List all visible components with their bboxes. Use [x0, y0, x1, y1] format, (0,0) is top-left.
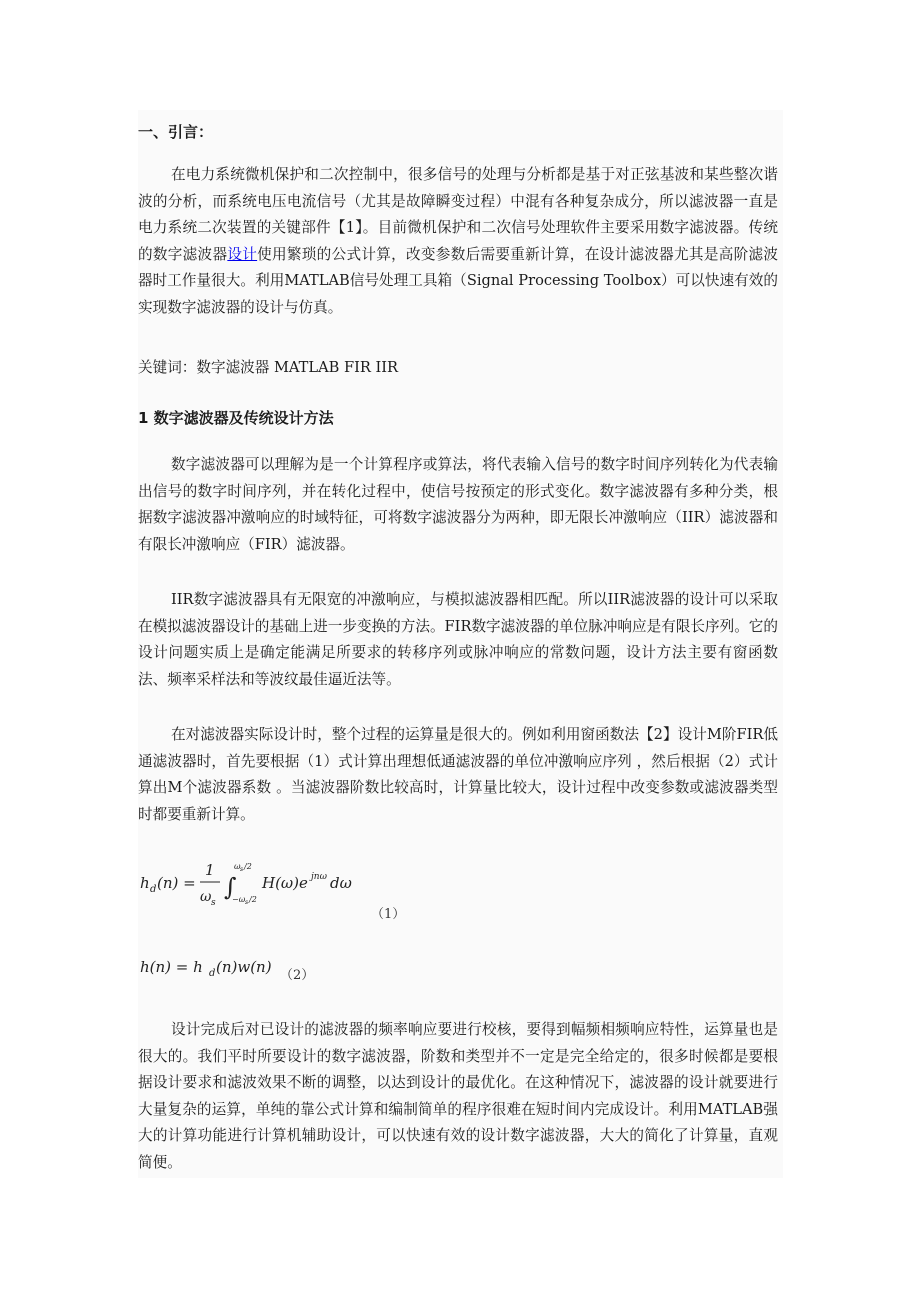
- svg-text:ω: ω: [234, 862, 241, 871]
- svg-text:dω: dω: [330, 874, 352, 892]
- matlab-advantage-paragraph: 设计完成后对已设计的滤波器的频率响应要进行校核，要得到幅频相频响应特性，运算量也是很大的。我们平时所要设计的数字滤波器，阶数和类型并不一定是完全给定的，很多时候都是要根据设计要求和滤波效果不断的调整，以达到设计的最优化。在这种情况下，滤波器的设计就要进行大量复杂的运算，单纯的靠公式计算和编制简单的程序很难在短时间内完成设计。利用MATLAB强大的计算功能进行计算机辅助设计，可以快速有效的设计数字滤波器，大大的简化了计算量，直观简便。: [138, 1021, 778, 1171]
- equation-1-graphic: [138, 855, 398, 911]
- section-heading-digital-filters: 1 数字滤波器及传统设计方法: [138, 409, 334, 427]
- keywords-line: 关键词：数字滤波器 MATLAB FIR IIR: [138, 359, 399, 376]
- section-heading-introduction: 一、引言：: [138, 123, 214, 141]
- svg-text:ω: ω: [200, 889, 212, 905]
- svg-text:/2: /2: [244, 862, 252, 871]
- intro-text-b: 使用繁琐的公式计算，改变参数后需要重新计算，在设计滤波器尤其是高阶滤波器时工作量很大。利用MATLAB信号处理工具箱（Signal Processing Toolbox）可以快速有效的实现数字滤波器的设计与仿真。: [138, 245, 778, 316]
- equation-2-graphic: [138, 950, 278, 984]
- svg-text:s: s: [211, 898, 216, 908]
- design-link[interactable]: 设计: [227, 245, 258, 263]
- svg-text:(n) =: (n) =: [157, 874, 196, 892]
- svg-text:h: h: [140, 874, 150, 892]
- svg-text:H(ω)e: H(ω)e: [262, 874, 308, 892]
- svg-text:d: d: [150, 884, 157, 895]
- svg-text:s: s: [245, 899, 249, 906]
- svg-text:1: 1: [205, 861, 215, 879]
- svg-text:/2: /2: [249, 895, 257, 904]
- intro-paragraph: [138, 162, 778, 321]
- equation-2: [138, 950, 438, 990]
- svg-text:d: d: [209, 968, 216, 979]
- filter-definition-paragraph: 数字滤波器可以理解为是一个计算程序或算法，将代表输入信号的数字时间序列转化为代表输出信号的数字时间序列，并在转化过程中，使信号按预定的形式变化。数字滤波器有多种分类，根据数字滤波器冲激响应的时域特征，可将数字滤波器分为两种，即无限长冲激响应（IIR）滤波器和有限长冲激响应（FIR）滤波器。: [138, 456, 778, 553]
- svg-text:−ω: −ω: [232, 895, 246, 904]
- svg-text:(n)w(n): (n)w(n): [216, 958, 272, 976]
- svg-text:s: s: [240, 866, 244, 873]
- document-page: [138, 110, 783, 1178]
- equation-1: [138, 855, 438, 922]
- iir-fir-paragraph: IIR数字滤波器具有无限宽的冲激响应，与模拟滤波器相匹配。所以IIR滤波器的设计可以采取在模拟滤波器设计的基础上进一步变换的方法。FIR数字滤波器的单位脉冲响应是有限长序列。它的设计问题实质上是确定能满足所要求的转移序列或脉冲响应的常数问题，设计方法主要有窗函数法、频率采样法和等波纹最佳逼近法等。: [138, 591, 778, 688]
- intro-text-a: 在电力系统微机保护和二次控制中，很多信号的处理与分析都是基于对正弦基波和某些整次谐波的分析，而系统电压电流信号（尤其是故障瞬变过程）中混有各种复杂成分，所以滤波器一直是电力系统二次装置的关键部件【1】。目前微机保护和二次信号处理软件主要采用数字滤波器。传统的数字滤波器: [138, 166, 778, 263]
- svg-text:jnω: jnω: [311, 872, 327, 882]
- equation-1-number: （1）: [371, 907, 406, 922]
- window-method-paragraph: 在对滤波器实际设计时，整个过程的运算量是很大的。例如利用窗函数法【2】设计M阶FIR低通滤波器时，首先要根据（1）式计算出理想低通滤波器的单位冲激响应序列 ，然后根据（2）式计算出M个滤波器系数 。当滤波器阶数比较高时，计算量比较大，设计过程中改变参数或滤波器类型时都要重新计算。: [138, 726, 778, 823]
- svg-text:h(n) = h: h(n) = h: [140, 958, 203, 976]
- svg-text:∫: ∫: [224, 873, 237, 901]
- equation-2-number: （2）: [280, 968, 315, 983]
